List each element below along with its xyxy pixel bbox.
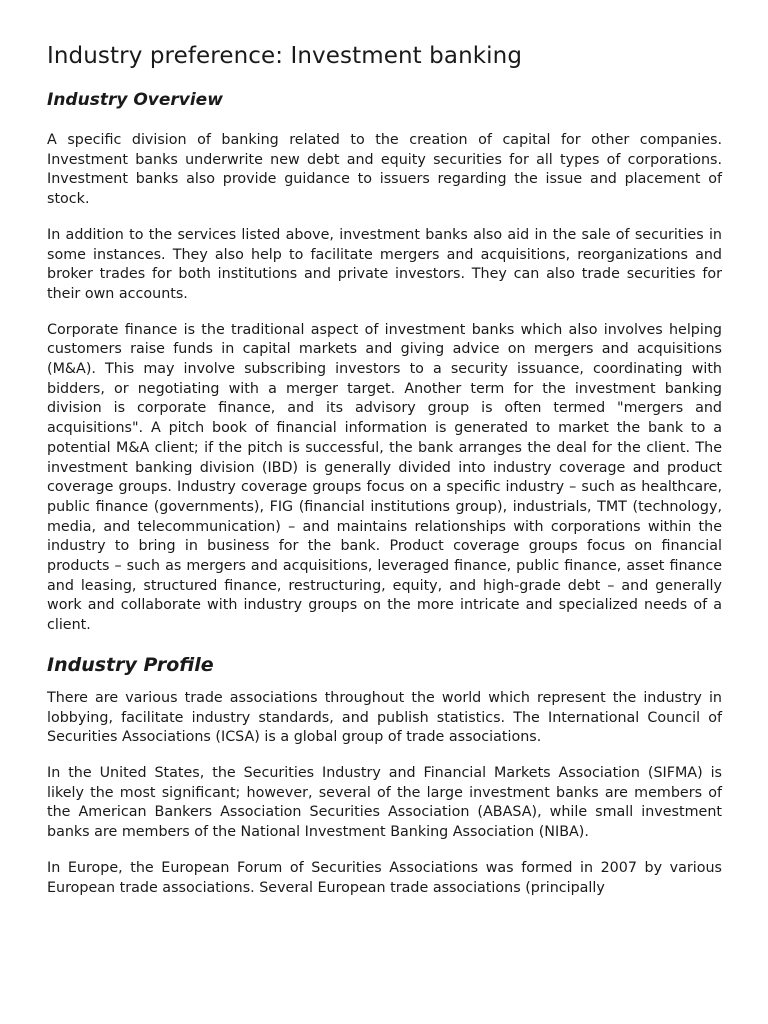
document-title: Industry preference: Investment banking — [47, 43, 523, 69]
paragraph: There are various trade associations throughout the world which represent the industry in lobbying, facilitate industry standards, and publish statistics. The International Council of Securities Associations (ICSA) is a global group of trade associations. — [47, 689, 722, 746]
section-heading-industry-overview: Industry Overview — [47, 90, 223, 110]
document-page — [47, 40, 722, 914]
paragraph: In the United States, the Securities Industry and Financial Markets Association (SIFMA) is likely the most significant; however, several of the large investment banks are members of the American Bankers Association Securities Association (ABASA), while small investment banks are members of the National Investment Banking Association (NIBA). — [47, 764, 722, 841]
section-heading-industry-profile: Industry Profile — [47, 653, 214, 676]
paragraph: In addition to the services listed above, investment banks also aid in the sale of securities in some instances. They also help to facilitate mergers and acquisitions, reorganizations and broker trades for both institutions and private investors. They can also trade securities for their own accounts. — [47, 226, 722, 302]
paragraph: A specific division of banking related to the creation of capital for other companies. Investment banks underwrite new debt and equity securities for all types of corporations. Investment banks also provide guidance to issuers regarding the issue and placement of stock. — [47, 132, 722, 208]
paragraph: In Europe, the European Forum of Securities Associations was formed in 2007 by various European trade associations. Several European trade associations (principally — [47, 859, 722, 896]
paragraph: Corporate finance is the traditional aspect of investment banks which also involves helping customers raise funds in capital markets and giving advice on mergers and acquisitions (M&A). This may involve subscribing investors to a security issuance, coordinating with bidders, or negotiating with a merger target. Another term for the investment banking division is corporate finance, and its advisory group is often termed "mergers and acquisitions". A pitch book of financial information is generated to market the bank to a potential M&A client; if the pitch is successful, the bank arranges the deal for the client. The investment banking division (IBD) is generally divided into industry coverage and product coverage groups. Industry coverage groups focus on a specific industry – such as healthcare, public finance (governments), FIG (financial institutions group), industrials, TMT (technology, media, and telecommunication) – and maintains relationships with corporations within the industry to bring in business for the bank. Product coverage groups focus on financial products – such as mergers and acquisitions, leveraged finance, public finance, asset finance and leasing, structured finance, restructuring, equity, and high-grade debt – and generally work and collaborate with industry groups on the more intricate and specialized needs of a client. — [47, 321, 722, 634]
